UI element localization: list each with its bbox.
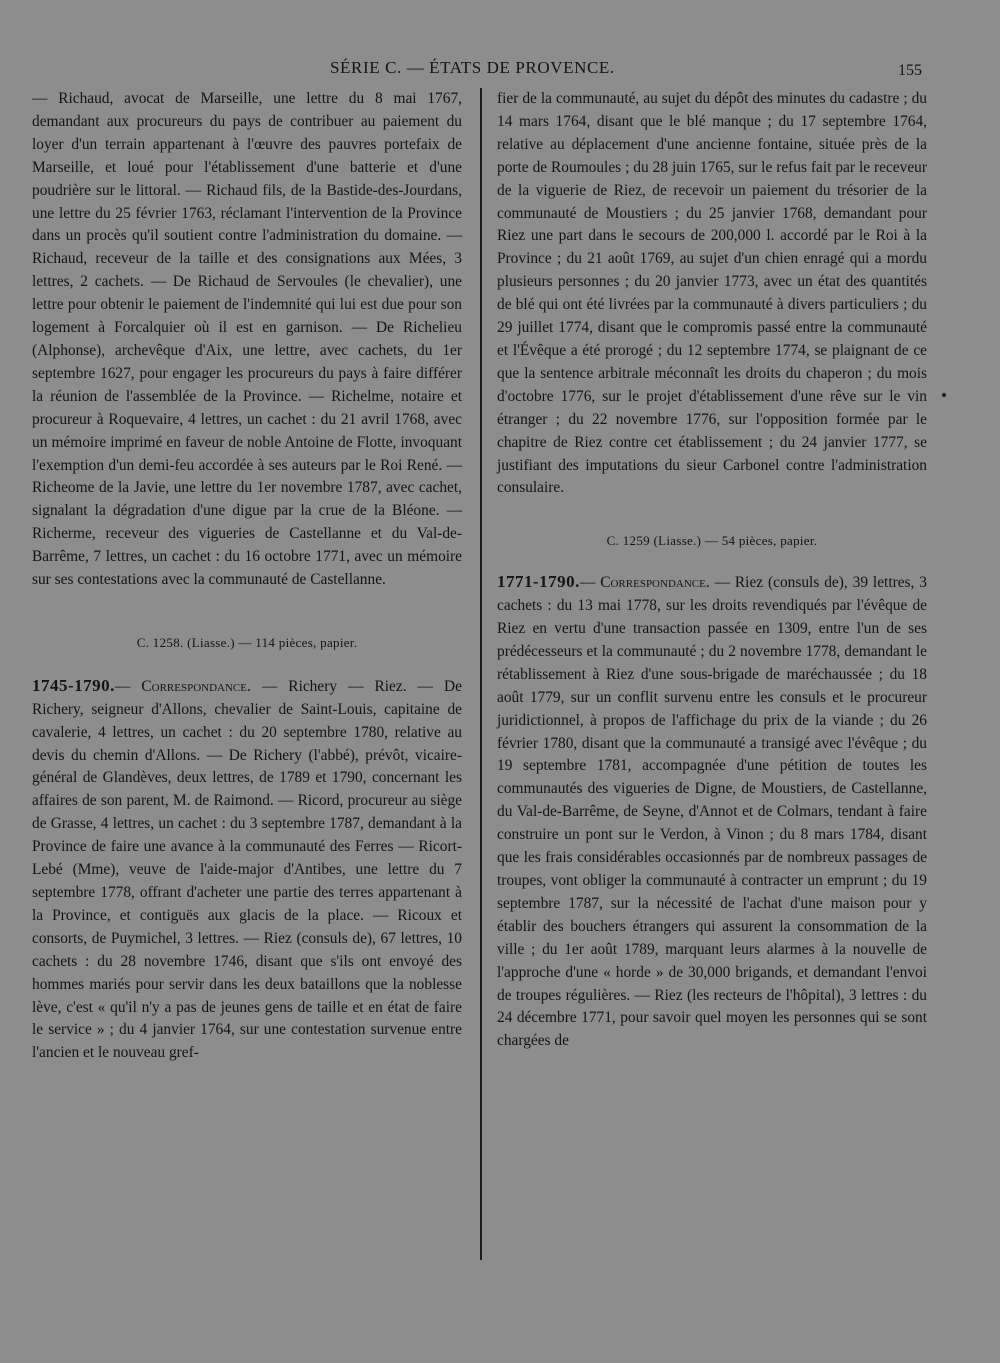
right-entry-date: 1771-1790. [497, 572, 580, 592]
running-title: SÉRIE C. — ÉTATS DE PROVENCE. [330, 58, 615, 77]
left-column [32, 88, 462, 1065]
right-archive-reference: C. 1259 (Liasse.) — 54 pièces, papier. [606, 533, 818, 549]
right-entry-label: — Correspondance. [579, 574, 710, 592]
right-paragraph-2: — Riez (consuls de), 39 lettres, 3 cachets : du 13 mai 1778, sur les droits revendiqués par l'évêque de Riez en vertu d'une transaction passée en 1309, entre l'un de ses prédécesseurs et la communauté ; du 2 novembre 1778, demandant le rétablissement à Riez d'une sous-brigade de maréchaussée ; du 18 août 1779, sur un conflit survenu entre les consuls et le procureur juridictionnel, à propos de l'affichage du prix de la viande ; du 26 février 1780, disant que la communauté a transigé avec l'évêque ; du 19 septembre 1781, accompagnée d'une pétition de toutes les communautés des vigueries de Digne, de Moustiers, de Castellanne, du Val-de-Barrême, de Seyne, d'Annot et de Colmars, tendant à faire construire un pont sur le Verdon, à Vinon ; du 8 mars 1784, disant que les frais considérables occasionnés par de nombreux passages de troupes, vont obliger la communauté à contracter un emprunt ; du 19 septembre 1787, sur la nécessité de l'achat d'une maison pour y établir des bouchers étrangers qui assurent la consommation de la ville ; du 1er août 1789, marquant leurs alarmes à la nouvelle de l'approche d'une « horde » de 30,000 brigands, et demandant l'envoi de troupes régulières. — Riez (les recteurs de l'hôpital), 3 lettres : du 24 décembre 1771, pour savoir quel moyen les personnes qui se sont chargées de [497, 574, 927, 1050]
right-paragraph-1: fier de la communauté, au sujet du dépôt des minutes du cadastre ; du 14 mars 1764, disant que le blé manque ; du 17 septembre 1764, relative au déplacement d'une ancienne fontaine, située près de la porte de Roumoules ; du 28 juin 1765, sur le refus fait par le receveur de la viguerie de Riez, de recevoir un paiement du trésorier de la communauté de Moustiers ; du 25 janvier 1768, demandant pour Riez une part dans le secours de 200,000 l. accordé par le Roi à la Province ; du 21 août 1769, au sujet d'un chien enragé qui a mordu plusieurs personnes ; du 20 janvier 1773, avec un état des quantités de blé qui ont été livrées par la communauté à divers particuliers ; du 29 juillet 1774, disant que le compromis passé entre la communauté et l'Évêque a été prorogé ; du 12 septembre 1774, se plaignant de ce que la sentence arbitrale méconnaît les droits du chaperon ; du mois d'octobre 1776, sur le projet d'établissement d'une rêve sur le vin étranger ; du 22 novembre 1776, sur l'opposition formée par le chapitre de Riez contre cet établissement ; du 24 janvier 1777, se justifiant des imputations du sieur Carbonel contre l'administration consulaire. [497, 90, 927, 497]
left-archive-reference: C. 1258. (Liasse.) — 114 pièces, papier. [136, 634, 358, 650]
column-divider [480, 88, 482, 1260]
page-number: 155 [898, 62, 922, 79]
left-paragraph-2: — Richery — Riez. — De Richery, seigneur d'Allons, chevalier de Saint-Louis, capitaine de cavalerie, 4 lettres, un cachet : du 20 septembre 1780, relative au devis du chemin d'Allons. — De Richery (l'abbé), prévôt, vicaire-général de Glandèves, deux lettres, de 1789 et 1790, concernant les affaires de son parent, M. de Raimond. — Ricord, procureur au siège de Grasse, 4 lettres, un cachet : du 3 septembre 1787, demandant à la Province de faire une avance à la communauté des Ferres — Ricort-Lebé (Mme), veuve de l'aide-major d'Antibes, une lettre du 7 septembre 1778, offrant d'acheter une partie des terres appartenant à la Province, et contiguës aux glacis de la place. — Ricoux et consorts, de Puymichel, 3 lettres. — Riez (consuls de), 67 lettres, 10 cachets : du 28 novembre 1746, disant que s'ils ont envoyé des hommes mariés pour servir dans les deux bataillons que la noblesse lève, c'est « qu'il n'y a pas de jeunes gens de taille et en état de faire le service » ; du 4 janvier 1764, sur une contestation survenue entre l'ancien et le nouveau gref- [32, 677, 462, 1062]
left-entry-date: 1745-1790. [32, 675, 115, 695]
right-entry [497, 571, 927, 1053]
left-paragraph-1: — Richaud, avocat de Marseille, une lettre du 8 mai 1767, demandant aux procureurs du pays de contribuer au paiement du loyer d'un terrain appartenant à l'œuvre des pauvres portefaix de Marseille, et loué pour l'établissement d'une batterie et d'une poudrière sur le littoral. — Richaud fils, de la Bastide-des-Jourdans, une lettre du 25 février 1763, réclamant l'intervention de la Province dans un procès qu'il soutient contre l'administration du domaine. — Richaud, receveur de la taille et des consignations aux Mées, 3 lettres, 2 cachets. — De Richaud de Servoules (le chevalier), une lettre pour obtenir le paiement de l'indemnité qui lui est due pour son logement à Forcalquier où il est en garnison. — De Richelieu (Alphonse), archevêque d'Aix, une lettre, avec cachets, du 1er septembre 1627, pour engager les procureurs du pays à faire différer la réunion de l'assemblée de la Province. — Richelme, notaire et procureur à Roquevaire, 4 lettres, un cachet : du 21 avril 1768, avec un mémoire imprimé en faveur de noble Antoine de Flotte, invoquant l'exemption d'un demi-feu accordée à ses auteurs par le Roi René. — Richeome de la Javie, une lettre du 1er novembre 1787, avec cachet, signalant la dégradation d'une digue par la crue de la Bléone. — Richerme, receveur des vigueries de Castellanne et du Val-de-Barrême, 7 lettres, un cachet : du 16 octobre 1771, avec un mémoire sur ses contestations avec la communauté de Castellanne. [32, 90, 462, 589]
page-header [0, 56, 1000, 86]
left-entry [32, 675, 462, 1065]
left-entry-label: — Correspondance. [114, 677, 251, 695]
margin-dot [942, 393, 946, 397]
right-column [497, 88, 927, 1053]
